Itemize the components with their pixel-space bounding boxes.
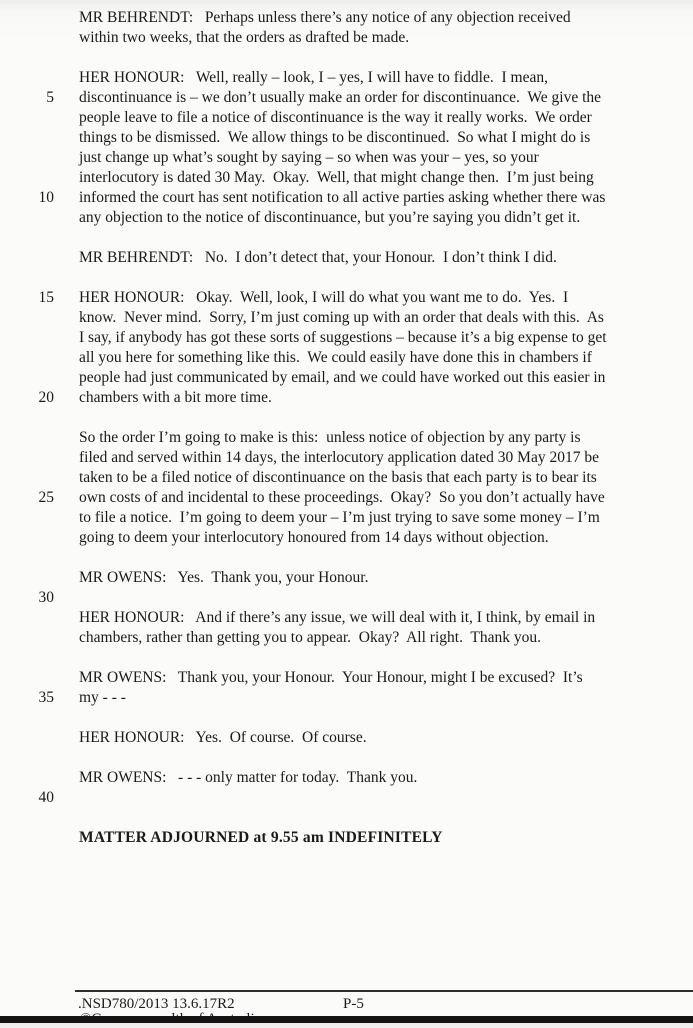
line-number xyxy=(0,608,54,628)
transcript-line xyxy=(0,108,693,128)
line-number: 30 xyxy=(38,589,54,606)
line-text: interlocutory is dated 30 May. Okay. Well, that might change then. I’m just being xyxy=(79,169,594,186)
line-number xyxy=(0,628,54,648)
transcript-line xyxy=(0,688,693,708)
line-text: HER HONOUR: Yes. Of course. Of course. xyxy=(79,729,367,746)
line-text: MR BEHRENDT: Perhaps unless there’s any notice of any objection received xyxy=(79,9,571,26)
line-number xyxy=(0,348,54,368)
footer-docket: .NSD780/2013 13.6.17R2 xyxy=(78,996,235,1012)
line-text: chambers, rather than getting you to appear. Okay? All right. Thank you. xyxy=(79,629,542,646)
line-text: discontinuance is – we don’t usually make an order for discontinuance. We give the xyxy=(79,89,602,106)
line-number xyxy=(0,648,54,668)
transcript-line xyxy=(0,648,693,668)
footer-page-number: P-5 xyxy=(343,996,364,1012)
line-number: 35 xyxy=(38,689,54,706)
transcript-line xyxy=(0,448,693,468)
transcript-line xyxy=(0,768,693,788)
line-number xyxy=(0,508,54,528)
footer-divider xyxy=(75,990,693,992)
transcript-line xyxy=(0,148,693,168)
transcript-line xyxy=(0,668,693,688)
line-text: MR OWENS: - - - only matter for today. Thank you. xyxy=(79,769,418,786)
line-number xyxy=(0,408,54,428)
transcript-line xyxy=(0,368,693,388)
line-number xyxy=(0,328,54,348)
line-number xyxy=(0,108,54,128)
line-text: MR BEHRENDT: No. I don’t detect that, your Honour. I don’t think I did. xyxy=(79,249,557,266)
line-number: 5 xyxy=(46,89,54,106)
transcript-line xyxy=(0,188,693,208)
line-number xyxy=(0,428,54,448)
line-number xyxy=(0,728,54,748)
line-number xyxy=(0,8,54,28)
transcript-line xyxy=(0,588,693,608)
line-number xyxy=(0,268,54,288)
line-number xyxy=(0,208,54,228)
line-number: 40 xyxy=(38,789,54,806)
line-text: my - - - xyxy=(79,689,126,706)
line-number: 15 xyxy=(38,289,54,306)
line-number xyxy=(0,368,54,388)
line-text: filed and served within 14 days, the interlocutory application dated 30 May 2017 be xyxy=(79,449,599,466)
line-number xyxy=(0,448,54,468)
transcript-line xyxy=(0,228,693,248)
line-text: know. Never mind. Sorry, I’m just coming up with an order that deals with this. As xyxy=(79,309,604,326)
line-number xyxy=(0,768,54,788)
line-text: just change up what’s sought by saying – so when was your – yes, so your xyxy=(79,149,539,166)
line-number xyxy=(0,528,54,548)
bottom-scan-bar xyxy=(0,1016,693,1023)
line-number xyxy=(0,308,54,328)
line-number xyxy=(0,548,54,568)
transcript-line xyxy=(0,568,693,588)
line-text: So the order I’m going to make is this: unless notice of objection by any party is xyxy=(79,429,581,446)
transcript-line xyxy=(0,788,693,808)
transcript-line xyxy=(0,208,693,228)
transcript-line xyxy=(0,248,693,268)
line-number: 10 xyxy=(38,189,54,206)
transcript-line xyxy=(0,28,693,48)
transcript-line xyxy=(0,468,693,488)
line-number: 20 xyxy=(38,389,54,406)
transcript-line xyxy=(0,168,693,188)
transcript-line xyxy=(0,488,693,508)
transcript-line xyxy=(0,48,693,68)
transcript-line xyxy=(0,308,693,328)
line-text: things to be dismissed. We allow things to be discontinued. So what I might do is xyxy=(79,129,591,146)
transcript-line xyxy=(0,88,693,108)
line-text: people had just communicated by email, and we could have worked out this easier in xyxy=(79,369,606,386)
line-text: HER HONOUR: And if there’s any issue, we will deal with it, I think, by email in xyxy=(79,609,596,626)
line-text: within two weeks, that the orders as drafted be made. xyxy=(79,29,410,46)
transcript-line xyxy=(0,408,693,428)
transcript-line xyxy=(0,388,693,408)
line-text: own costs of and incidental to these proceedings. Okay? So you don’t actually have xyxy=(79,489,605,506)
line-number xyxy=(0,468,54,488)
line-text: any objection to the notice of discontinuance, but you’re saying you didn’t get it. xyxy=(79,209,581,226)
transcript-line xyxy=(0,748,693,768)
transcript-line xyxy=(0,348,693,368)
transcript-line xyxy=(0,508,693,528)
transcript-line xyxy=(0,288,693,308)
line-number xyxy=(0,828,54,848)
transcript-line xyxy=(0,8,693,28)
line-number xyxy=(0,568,54,588)
transcript-line xyxy=(0,428,693,448)
line-text: MATTER ADJOURNED at 9.55 am INDEFINITELY xyxy=(79,829,443,846)
line-number xyxy=(0,228,54,248)
transcript-line xyxy=(0,128,693,148)
line-number xyxy=(0,708,54,728)
transcript-line xyxy=(0,528,693,548)
transcript-line xyxy=(0,828,693,848)
line-number xyxy=(0,248,54,268)
line-text: people leave to file a notice of discontinuance is the way it really works. We order xyxy=(79,109,592,126)
line-text: all you here for something like this. We could easily have done this in chambers if xyxy=(79,349,592,366)
transcript-line xyxy=(0,328,693,348)
line-number xyxy=(0,28,54,48)
line-text: going to deem your interlocutory honoured from 14 days without objection. xyxy=(79,529,549,546)
transcript-line xyxy=(0,608,693,628)
line-number xyxy=(0,808,54,828)
transcript-line xyxy=(0,548,693,568)
line-number xyxy=(0,128,54,148)
line-text: chambers with a bit more time. xyxy=(79,389,272,406)
line-text: I say, if anybody has got these sorts of suggestions – because it’s a big expense to get xyxy=(79,329,607,346)
line-number xyxy=(0,168,54,188)
line-text: to file a notice. I’m going to deem your – I’m just trying to save some money – I’m xyxy=(79,509,600,526)
line-text: HER HONOUR: Okay. Well, look, I will do what you want me to do. Yes. I xyxy=(79,289,569,306)
transcript-line xyxy=(0,268,693,288)
line-number: 25 xyxy=(38,489,54,506)
line-number xyxy=(0,148,54,168)
transcript-line xyxy=(0,628,693,648)
line-number xyxy=(0,748,54,768)
line-text: MR OWENS: Yes. Thank you, your Honour. xyxy=(79,569,369,586)
line-text: HER HONOUR: Well, really – look, I – yes, I will have to fiddle. I mean, xyxy=(79,69,548,86)
line-number xyxy=(0,48,54,68)
line-number xyxy=(0,68,54,88)
line-text: informed the court has sent notification to all active parties asking whether there was xyxy=(79,189,606,206)
line-text: taken to be a filed notice of discontinuance on the basis that each party is to bear its xyxy=(79,469,597,486)
transcript-body xyxy=(0,8,693,848)
transcript-line xyxy=(0,808,693,828)
transcript-line xyxy=(0,708,693,728)
line-text: MR OWENS: Thank you, your Honour. Your Honour, might I be excused? It’s xyxy=(79,669,583,686)
line-number xyxy=(0,668,54,688)
transcript-line xyxy=(0,68,693,88)
transcript-line xyxy=(0,728,693,748)
